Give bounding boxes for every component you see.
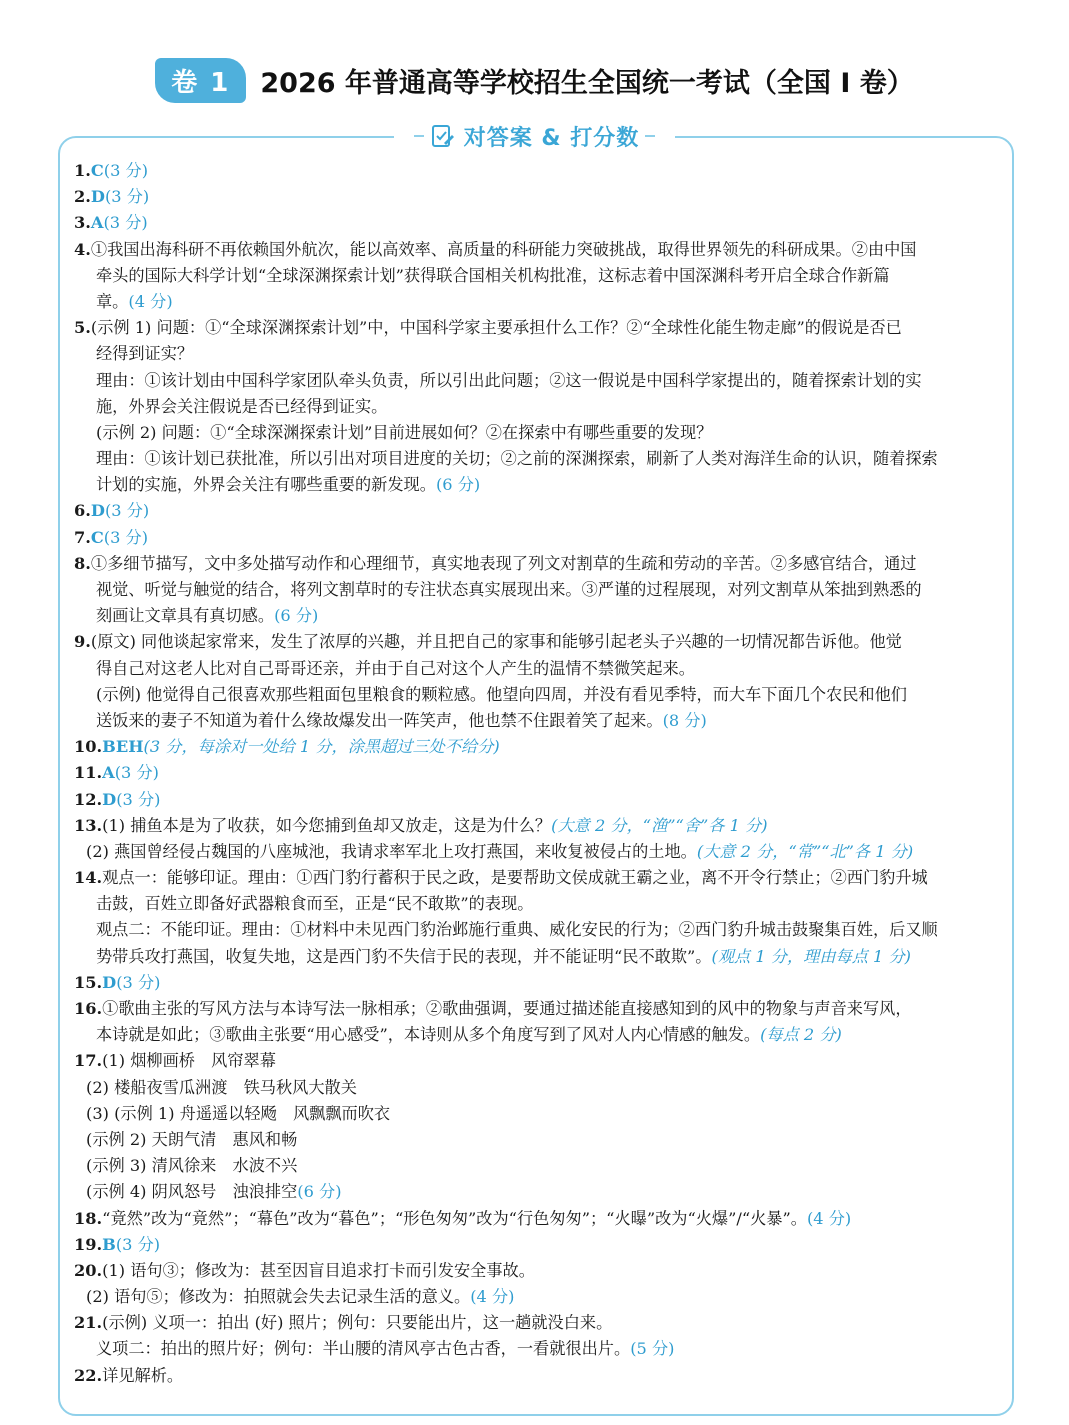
answer-text: (示例 2) 天朗气清 惠风和畅	[86, 1129, 298, 1149]
answer-text: 章。	[96, 291, 129, 311]
answer-text: 送饭来的妻子不知道为着什么缘故爆发出一阵笑声，他也禁不住跟着笑了起来。	[96, 710, 663, 730]
answer-list	[74, 158, 1004, 1389]
answer-choice: B	[102, 1234, 116, 1254]
answer-line	[74, 944, 1004, 970]
answer-line	[74, 1232, 1004, 1258]
answer-text: (1) 语句③；修改为：甚至因盲目追求打卡而引发安全事故。	[102, 1260, 535, 1280]
score-points: (3 分)	[104, 501, 150, 521]
answer-line	[74, 996, 1004, 1022]
score-points: (3 分)	[103, 161, 149, 180]
answer-text: ①多细节描写，文中多处描写动作和心理细节，真实地表现了列文对割草的生疏和劳动的辛苦。②多感官结合，通过	[90, 553, 917, 573]
answer-line	[74, 1363, 1004, 1389]
answer-line	[74, 341, 1004, 367]
answer-text: 观点一：能够印证。理由：①西门豹行蓄积于民之政，是要帮助文侯成就王霸之业，离不开令行禁止；②西门豹升城	[102, 868, 928, 888]
answer-line	[74, 1206, 1004, 1232]
score-note: (3 分，每涂对一处给 1 分，涂黑超过三处不给分)	[143, 737, 500, 757]
answer-text: “竟然”改为“竟然”；“幕色”改为“暮色”；“形色匆匆”改为“行色匆匆”；“火曝”改为“火爆”/“火暴”。	[102, 1208, 807, 1228]
answer-line	[74, 498, 1004, 524]
answer-line	[74, 1258, 1004, 1284]
answer-text: (3) (示例 1) 舟遥遥以轻飏 风飘飘而吹衣	[86, 1103, 391, 1123]
answer-text: (示例 3) 清风徐来 水波不兴	[86, 1156, 298, 1176]
answer-text: (示例) 他觉得自己很喜欢那些粗面包里粮食的颗粒感。他望向四周，并没有看见季特，而大车下面几个农民和他们	[96, 684, 907, 704]
answer-line	[74, 394, 1004, 420]
answer-text: (示例 2) 问题：①“全球深渊探索计划”目前进展如何？②在探索中有哪些重要的发现？	[96, 422, 713, 442]
answer-line	[74, 1048, 1004, 1074]
question-number: 16.	[74, 999, 103, 1018]
answer-line	[74, 1336, 1004, 1362]
answer-choice: D	[90, 501, 105, 521]
answer-text: 详见解析。	[102, 1365, 184, 1385]
score-points: (3 分)	[104, 187, 150, 207]
header	[0, 52, 1069, 108]
answer-text: (2) 语句⑤；修改为：拍照就会失去记录生活的意义。	[86, 1287, 471, 1307]
question-number: 3.	[74, 213, 91, 233]
answer-text: ①我国出海科研不再依赖国外航次，能以高效率、高质量的科研能力突破挑战，取得世界领先的科研成果。②由中国	[90, 239, 917, 259]
score-note: (大意 2 分，“渔”“舍”各 1 分)	[551, 815, 768, 835]
question-number: 10.	[74, 737, 103, 757]
score-points: (3 分)	[116, 972, 161, 992]
answer-line	[74, 917, 1004, 943]
answer-line	[74, 603, 1004, 629]
answer-line	[74, 420, 1004, 446]
question-number: 6.	[74, 501, 91, 521]
answer-line	[74, 1127, 1004, 1153]
answer-text: 计划的实施，外界会关注有哪些重要的新发现。	[96, 475, 436, 495]
answer-line	[74, 1075, 1004, 1101]
score-points: (4 分)	[470, 1287, 515, 1307]
question-number: 4.	[74, 239, 91, 259]
banner-label: 对答案 & 打分数	[463, 125, 640, 151]
answer-line	[74, 734, 1004, 760]
answer-line	[74, 289, 1004, 315]
question-number: 21.	[74, 1313, 103, 1333]
answer-text: ①歌曲主张的写风方法与本诗写法一脉相承；②歌曲强调，要通过描述能直接感知到的风中的物象与声音来写风，	[102, 999, 912, 1018]
answer-line	[74, 472, 1004, 498]
answer-line	[74, 1153, 1004, 1179]
question-number: 9.	[74, 632, 91, 652]
answer-line	[74, 839, 1004, 865]
answer-line	[74, 1179, 1004, 1205]
score-points: (6 分)	[435, 475, 481, 495]
answer-line	[74, 368, 1004, 394]
question-number: 13.	[74, 815, 103, 835]
answer-line	[74, 787, 1004, 813]
score-note: (大意 2 分，“常”“北”各 1 分)	[696, 841, 914, 861]
answer-line	[74, 577, 1004, 603]
question-number: 11.	[74, 763, 103, 783]
score-points: (6 分)	[274, 606, 319, 626]
answer-text: 本诗就是如此；③歌曲主张要“用心感受”，本诗则从多个角度写到了风对人内心情感的触发。	[96, 1025, 761, 1045]
answer-text: (原文) 同他谈起家常来，发生了浓厚的兴趣，并且把自己的家事和能够引起老头子兴趣的一切情况都告诉他。他觉	[90, 632, 902, 652]
answer-line	[74, 970, 1004, 996]
answer-text: 理由：①该计划由中国科学家团队牵头负责，所以引出此问题；②这一假说是中国科学家提出的，随着探索计划的实	[96, 370, 922, 390]
answer-text: 得自己对这老人比对自己哥哥还亲，并由于自己对这个人产生的温情不禁微笑起来。	[96, 658, 695, 678]
score-note: (每点 2 分)	[760, 1025, 842, 1045]
answer-choice: D	[102, 789, 117, 809]
question-number: 12.	[74, 789, 103, 809]
question-number: 2.	[74, 187, 91, 207]
answer-text: 击鼓，百姓立即备好武器粮食而至，正是“民不敢欺”的表现。	[96, 894, 534, 914]
question-number: 1.	[74, 161, 91, 180]
answer-line	[74, 891, 1004, 917]
question-number: 18.	[74, 1208, 103, 1228]
score-points: (3 分)	[103, 213, 148, 233]
answer-line	[74, 184, 1004, 210]
answer-text: (示例) 义项一：拍出 (好) 照片；例句：只要能出片，这一趟就没白来。	[102, 1313, 613, 1333]
answer-line	[74, 629, 1004, 655]
score-points: (5 分)	[630, 1339, 675, 1359]
answer-choice: D	[90, 187, 105, 207]
answer-line	[74, 551, 1004, 577]
answer-text: 理由：①该计划已获批准，所以引出对项目进度的关切；②之前的深渊探索，刷新了人类对海洋生命的认识，随着探索	[96, 449, 938, 469]
answer-line	[74, 760, 1004, 786]
answer-line	[74, 237, 1004, 263]
score-points: (8 分)	[662, 710, 707, 730]
question-number: 19.	[74, 1234, 103, 1254]
score-points: (3 分)	[103, 527, 149, 547]
checklist-pen-icon	[430, 123, 456, 149]
score-points: (3 分)	[115, 1234, 161, 1254]
answer-line	[74, 813, 1004, 839]
answer-line	[74, 158, 1004, 184]
question-number: 5.	[74, 318, 91, 338]
answer-text: (1) 烟柳画桥 风帘翠幕	[102, 1051, 276, 1071]
answer-line	[74, 682, 1004, 708]
page-title: 2026 年普通高等学校招生全国统一考试（全国 I 卷）	[260, 67, 914, 99]
answer-choice: A	[90, 213, 104, 233]
answer-choice: C	[90, 161, 104, 180]
answer-line	[74, 263, 1004, 289]
question-number: 7.	[74, 527, 91, 547]
answer-line	[74, 708, 1004, 734]
answer-line	[74, 1101, 1004, 1127]
answer-text: (示例 1) 问题：①“全球深渊探索计划”中，中国科学家主要承担什么工作？②“全球性化能生物走廊”的假说是否已	[90, 318, 902, 338]
question-number: 8.	[74, 553, 91, 573]
answer-line	[74, 865, 1004, 891]
answer-line	[74, 1284, 1004, 1310]
score-points: (4 分)	[128, 291, 173, 311]
score-points: (6 分)	[297, 1182, 342, 1202]
answer-text: (2) 燕国曾经侵占魏国的八座城池，我请求率军北上攻打燕国，来收复被侵占的土地。	[86, 841, 697, 861]
answer-text: 经得到证实？	[96, 344, 194, 364]
answer-text: 视觉、听觉与触觉的结合，将列文割草时的专注状态真实展现出来。③严谨的过程展现，对列文割草从笨拙到熟悉的	[96, 580, 922, 599]
answer-choice: BEH	[102, 737, 144, 757]
answer-text: 势带兵攻打燕国，收复失地，这是西门豹不失信于民的表现，并不能证明“民不敢欺”。	[96, 946, 712, 966]
answer-text: 牵头的国际大科学计划“全球深渊探索计划”获得联合国相关机构批准，这标志着中国深渊科考开启全球合作新篇	[96, 265, 890, 285]
score-points: (3 分)	[116, 789, 161, 809]
answer-text: 义项二：拍出的照片好；例句：半山腰的清风亭古色古香，一看就很出片。	[96, 1339, 631, 1359]
answer-choice: D	[102, 972, 117, 992]
answer-text: 观点二：不能印证。理由：①材料中未见西门豹治邺施行重典、威化安民的行为；②西门豹升城击鼓聚集百姓，后又顺	[96, 920, 938, 940]
question-number: 14.	[74, 868, 103, 888]
answer-line	[74, 210, 1004, 236]
question-number: 22.	[74, 1365, 103, 1385]
section-banner	[0, 118, 1069, 154]
answer-text: (示例 4) 阴风怒号 浊浪排空	[86, 1182, 298, 1202]
answer-choice: C	[90, 527, 104, 547]
answer-text: (2) 楼船夜雪瓜洲渡 铁马秋风大散关	[86, 1077, 357, 1097]
answer-line	[74, 525, 1004, 551]
score-points: (4 分)	[806, 1208, 852, 1228]
score-note: (观点 1 分，理由每点 1 分)	[711, 946, 911, 966]
answer-line	[74, 1022, 1004, 1048]
answer-text: 施，外界会关注假说是否已经得到证实。	[96, 396, 388, 416]
question-number: 17.	[74, 1051, 103, 1071]
answer-choice: A	[102, 763, 115, 783]
answer-line	[74, 1310, 1004, 1336]
score-points: (3 分)	[114, 763, 159, 783]
answer-text: (1) 捕鱼本是为了收获，如今您捕到鱼却又放走，这是为什么？	[102, 815, 552, 835]
answer-line	[74, 446, 1004, 472]
paper-badge: 卷 1	[155, 58, 246, 103]
question-number: 15.	[74, 972, 103, 992]
question-number: 20.	[74, 1260, 103, 1280]
answer-line	[74, 656, 1004, 682]
answer-text: 刻画让文章具有真切感。	[96, 606, 275, 626]
answer-line	[74, 315, 1004, 341]
